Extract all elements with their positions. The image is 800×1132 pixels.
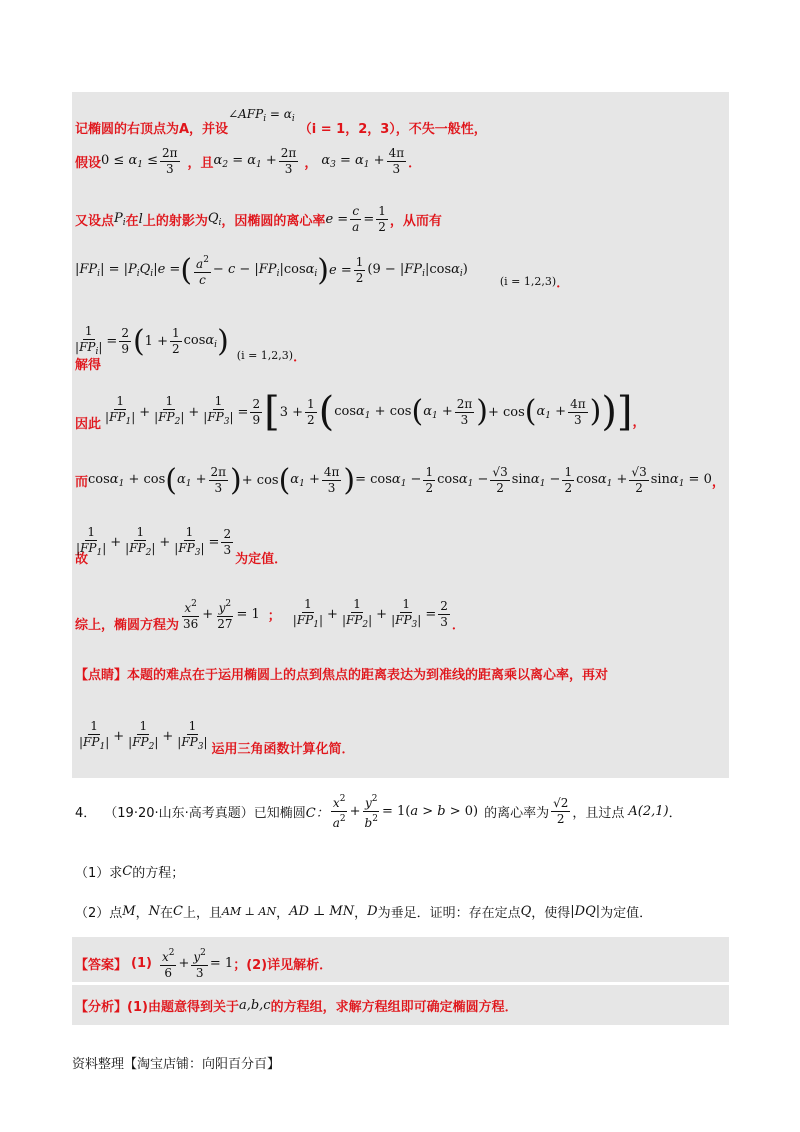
solution-line-5: 解得 $\frac{1}{|FP_i|}$ = $\frac{2}{9}$ ( 1 + $\frac{1}{2}$ cosα$_i$ ) (i = 1,2,3) ． <box>75 323 307 373</box>
solution-line-6: 因此 $\frac{1}{|FP_1|}$ + $\frac{1}{|FP_2|}$ + $\frac{1}{|FP_3|}$ = $\frac{2}{9}$ [ 3 + $\frac{1}{2}$ ( cosα$_1$ + cos ( $\alpha_1$ + $\frac{2\pi}{3}$ ) + cos ( $\alpha_1$ + $\frac{4\pi}{3}$ ) ) ] ， <box>75 389 646 435</box>
solution-line-7: 而 cosα$_1$ + cos ( $\alpha_1$ + $\frac{2\pi}{3}$ ) + cos ( $\alpha_1$ + $\frac{4\pi}{3}$ ) = cosα$_1$ − $\frac{1}{2}$ cosα$_1$ − $\frac{√3}{2}$ sinα$_1$ − $\frac{1}{2}$ cosα$_1$ + $\frac{√3}{2}$ sinα$_1$ = 0 ， <box>75 462 725 498</box>
solution-line-1: 记椭圆的右顶点为A，并设 $\angle AFP_i = \alpha_i$ （i = 1，2，3），不失一般性， <box>75 107 487 137</box>
solution-line-9: 综上，椭圆方程为 $\frac{x^2}{36}$ + $\frac{y^2}{27}$ = 1 ； $\frac{1}{|FP_1|}$ + $\frac{1}{|FP_2|}$ + $\frac{1}{|FP_3|}$ = $\frac{2}{3}$ ． <box>75 596 465 633</box>
question-2: （2）点 M ， N 在 C 上，且 AM ⊥ AN ， AD ⊥ MN ， D 为垂足．证明：存在定点 Q ，使得 |DQ| 为定值． <box>75 904 653 921</box>
note-line: 【点睛】 本题的难点在于运用椭圆上的点到焦点的距离表达为到准线的距离乘以离心率，再对 <box>75 668 609 683</box>
angle-formula: $\angle AFP_i = \alpha_i$ <box>228 107 295 124</box>
analysis-line: 【分析】 (1)由题意得到关于 a,b,c 的方程组，求解方程组即可确定椭圆方程． <box>75 998 518 1015</box>
solution-line-8: 故 $\frac{1}{|FP_1|}$ + $\frac{1}{|FP_2|}$ + $\frac{1}{|FP_3|}$ = $\frac{2}{3}$ 为定值． <box>75 524 288 567</box>
solution-line-3: 又设点 $P_i$ 在 l 上的射影为 $Q_i$ ，因椭圆的离心率 e = $\frac{c}{a}$ = $\frac{1}{2}$ ，从而有 <box>75 204 442 234</box>
note-line-2: $\frac{1}{|FP_1|}$ + $\frac{1}{|FP_2|}$ + $\frac{1}{|FP_3|}$ 运用三角函数计算化简． <box>79 718 355 757</box>
solution-line-2: 假设 $0 \le \alpha_1$ ≤ $\frac{2\pi}{3}$ ，且 $\alpha_2 = \alpha_1$ + $\frac{2\pi}{3}$ ， $\alpha_3 = \alpha_1$ + $\frac{4\pi}{3}$ ． <box>75 146 422 176</box>
answer-line: 【答案】 (1) $\frac{x^2}{6}$ + $\frac{y^2}{3}$ = 1 ；(2)详见解析． <box>75 948 333 980</box>
question-1: （1）求 C 的方程； <box>75 864 185 881</box>
footer-text: 资料整理【淘宝店铺：向阳百分百】 <box>72 1057 281 1072</box>
solution-line-4: $|FP_i| = |P_iQ_i|e$ = ( $\frac{a^2}{c}$ − $c - |FP_i|\cos\alpha_i$ ) e = $\frac{1}{2}$ $(9 - |FP_i|\cos\alpha_i)$ (i = 1,2,3) ． <box>75 252 570 291</box>
problem-line: 4． （19·20·山东·高考真题）已知椭圆 C： $\frac{x^2}{a^2}$ + $\frac{y^2}{b^2}$ = 1(a > b > 0) 的离心率为 $\frac{√2}{2}$ ，且过点 A(2,1) ． <box>75 794 682 830</box>
